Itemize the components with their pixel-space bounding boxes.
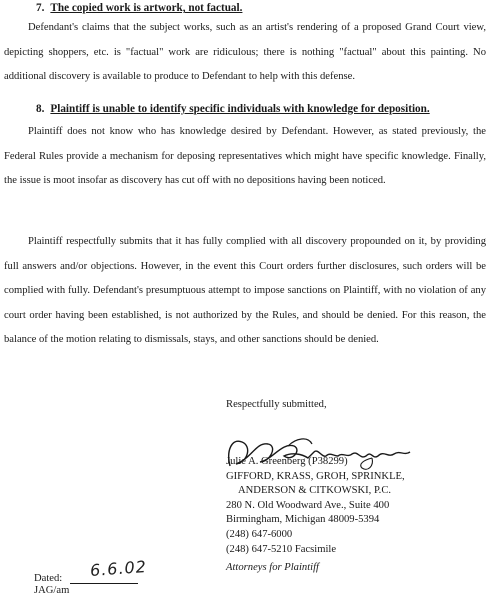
section-7-title: The copied work is artwork, not factual. [50, 2, 243, 14]
address-line-1: 280 N. Old Woodward Ave., Suite 400 [226, 499, 390, 511]
typist-initials: JAG/am [34, 585, 70, 596]
firm-name-line-2: ANDERSON & CITKOWSKI, P.C. [238, 485, 392, 497]
closing-text: Respectfully submitted, [226, 399, 327, 410]
conclusion-paragraph: Plaintiff respectfully submits that it has fully complied with all discovery propounded on it, by providing full answers and/or objections. However, in the event this Court orders further disclosures, such orders will be complied with fully. Defendant's presumptuous attempt to impose sanctions on Plaintiff, with no violation of any court order having been established, is not authorized by the Rules, and should be denied. For this reason, the balance of the motion relating to dismissals, stays, and other sanctions should be denied. [4, 236, 486, 346]
address-line-2: Birmingham, Michigan 48009-5394 [226, 514, 380, 526]
section-8-number: 8. [36, 103, 45, 115]
section-7-number: 7. [36, 2, 45, 14]
dated-label: Dated: [34, 573, 63, 584]
firm-name-line-1: GIFFORD, KRASS, GROH, SPRINKLE, [226, 470, 405, 482]
signer-name: Julie A. Greenberg (P38299) [226, 456, 348, 467]
attorneys-role: Attorneys for Plaintiff [226, 562, 319, 574]
signature-block [226, 455, 486, 576]
section-8-heading [36, 103, 430, 115]
section-8-paragraph: Plaintiff does not know who has knowledge desired by Defendant. However, as stated previously, the Federal Rules provide a mechanism for deposing representatives which might have specific knowledge. Finally, the issue is moot insofar as discovery has cut off with no depositions having been noticed. [4, 126, 486, 187]
dated-value: 6.6.02 [89, 557, 148, 580]
section-7-heading [36, 2, 242, 14]
phone-number: (248) 647-6000 [226, 528, 293, 540]
section-8-title: Plaintiff is unable to identify specific individuals with knowledge for deposition. [50, 103, 430, 115]
fax-number: (248) 647-5210 Facsimile [226, 543, 337, 555]
section-7-paragraph: Defendant's claims that the subject works, such as an artist's rendering of a proposed Grand Court view, depicting shoppers, etc. is "factual" work are ridiculous; there is nothing "factual" about this painting. No additional discovery is available to produce to Defendant to help with this defense. [4, 22, 486, 83]
